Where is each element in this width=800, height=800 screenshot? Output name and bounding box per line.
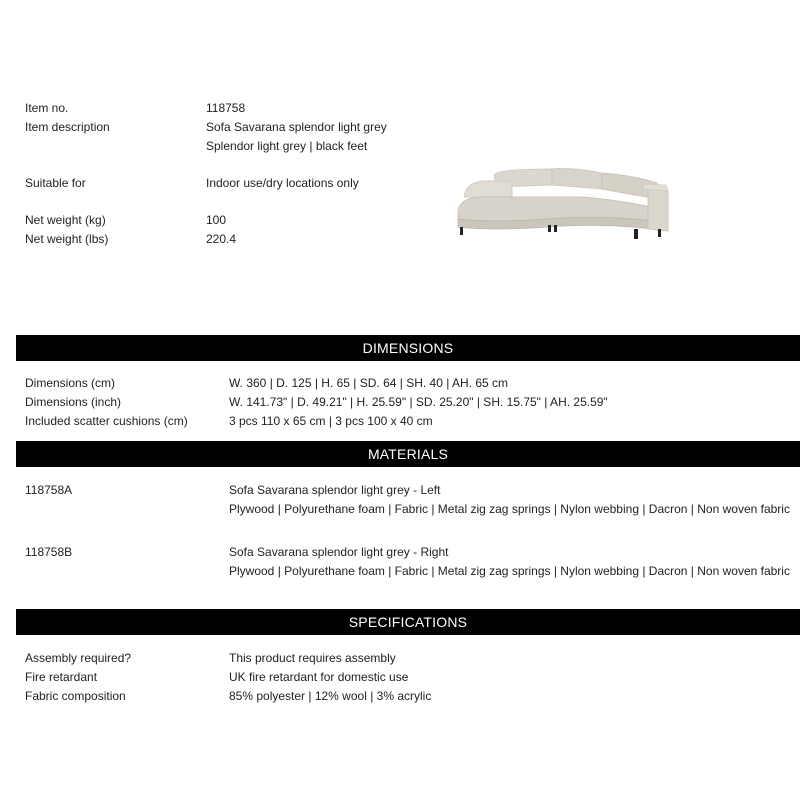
material-name-b: Sofa Savarana splendor light grey - Right (229, 545, 449, 559)
item-description-label: Item description (25, 120, 110, 134)
dimensions-cm-value: W. 360 | D. 125 | H. 65 | SD. 64 | SH. 40 | AH. 65 cm (229, 376, 509, 390)
specifications-header: SPECIFICATIONS (16, 609, 800, 635)
dimensions-inch-label: Dimensions (inch) (25, 395, 122, 409)
fabric-composition-value: 85% polyester | 12% wool | 3% acrylic (229, 689, 432, 703)
sofa-product-image (452, 163, 672, 243)
assembly-value: This product requires assembly (229, 651, 396, 665)
material-list-b: Plywood | Polyurethane foam | Fabric | Metal zig zag springs | Nylon webbing | Dacron | Non woven fabric (229, 564, 790, 578)
net-weight-kg-value: 100 (206, 213, 227, 227)
dimensions-cm-label: Dimensions (cm) (25, 376, 116, 390)
item-no-label: Item no. (25, 101, 69, 115)
material-code-b: 118758B (25, 545, 73, 559)
suitable-for-value: Indoor use/dry locations only (206, 176, 359, 190)
material-code-a: 118758A (25, 483, 73, 497)
item-no-value: 118758 (206, 101, 246, 115)
dimensions-inch-value: W. 141.73" | D. 49.21" | H. 25.59" | SD. 25.20" | SH. 15.75" | AH. 25.59" (229, 395, 608, 409)
scatter-cushions-value: 3 pcs 110 x 65 cm | 3 pcs 100 x 40 cm (229, 414, 433, 428)
materials-header: MATERIALS (16, 441, 800, 467)
item-description-variant: Splendor light grey | black feet (206, 139, 368, 153)
material-name-a: Sofa Savarana splendor light grey - Left (229, 483, 441, 497)
net-weight-lbs-label: Net weight (lbs) (25, 232, 109, 246)
fire-retardant-value: UK fire retardant for domestic use (229, 670, 409, 684)
net-weight-kg-label: Net weight (kg) (25, 213, 106, 227)
assembly-label: Assembly required? (25, 651, 132, 665)
dimensions-header: DIMENSIONS (16, 335, 800, 361)
item-description-value: Sofa Savarana splendor light grey (206, 120, 387, 134)
net-weight-lbs-value: 220.4 (206, 232, 237, 246)
fire-retardant-label: Fire retardant (25, 670, 98, 684)
suitable-for-label: Suitable for (25, 176, 86, 190)
scatter-cushions-label: Included scatter cushions (cm) (25, 414, 188, 428)
material-list-a: Plywood | Polyurethane foam | Fabric | Metal zig zag springs | Nylon webbing | Dacron | Non woven fabric (229, 502, 790, 516)
fabric-composition-label: Fabric composition (25, 689, 126, 703)
